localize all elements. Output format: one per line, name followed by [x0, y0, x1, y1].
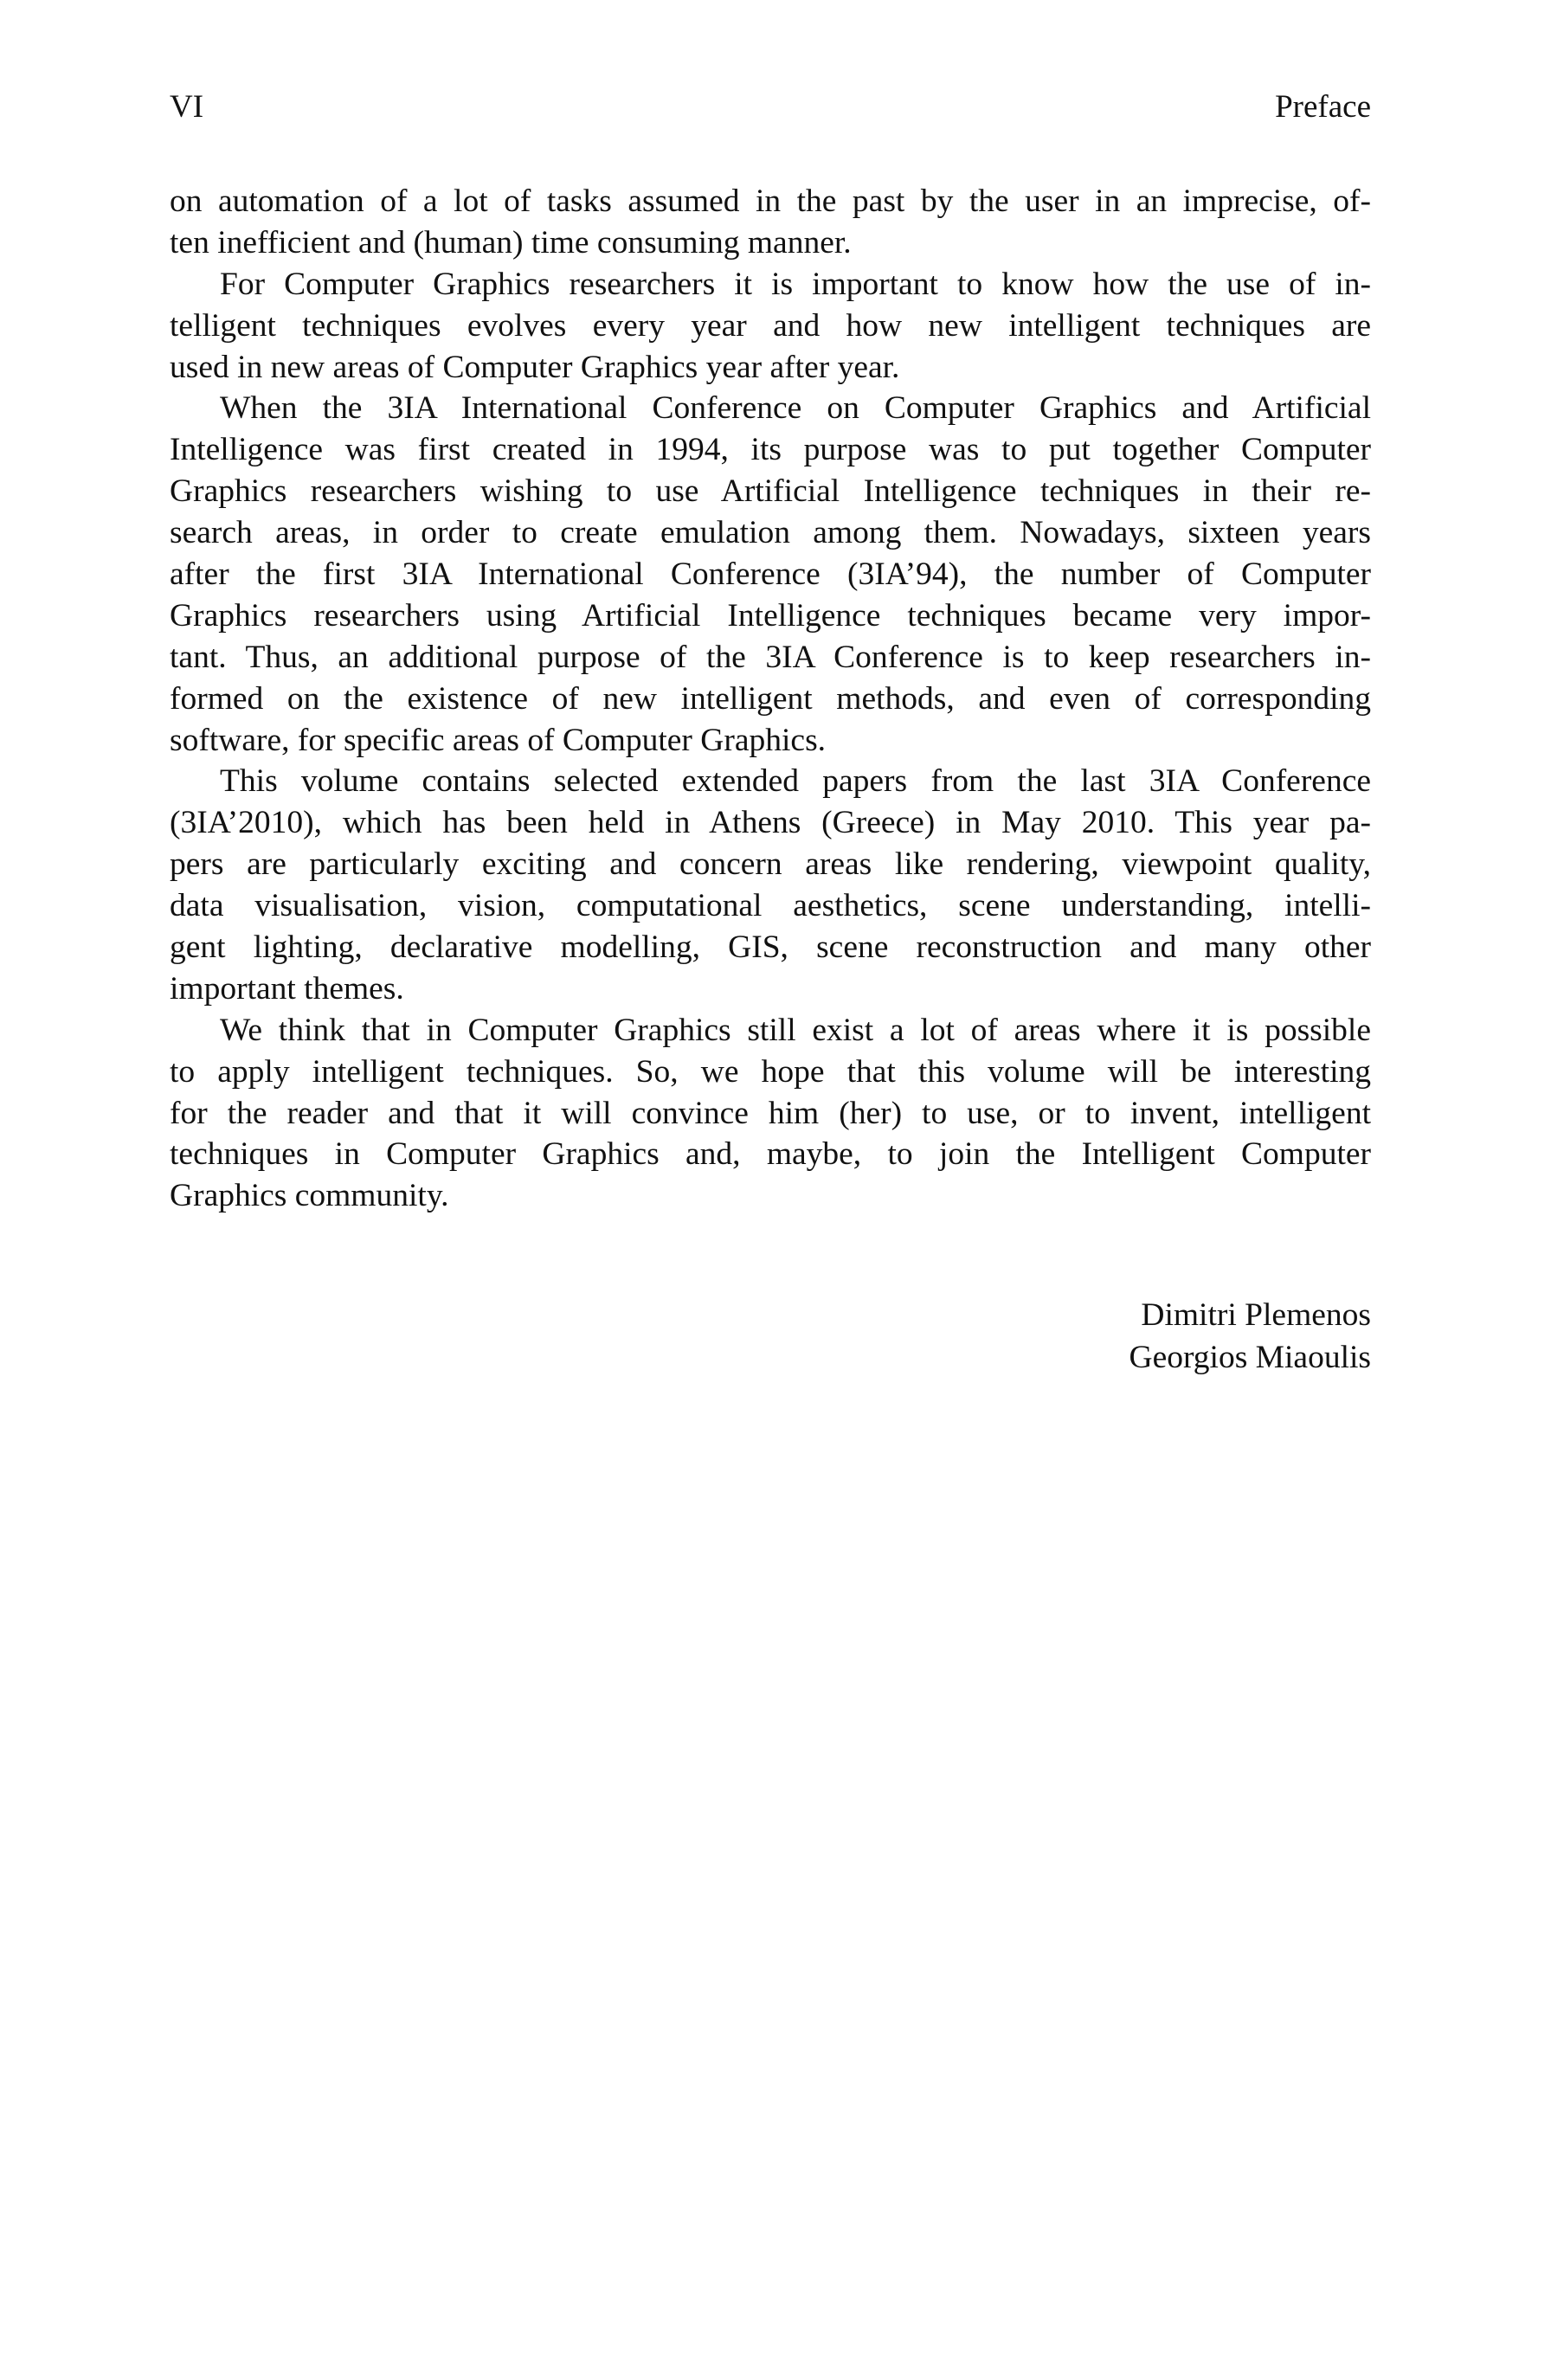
text-line: used in new areas of Computer Graphics year after year. [170, 349, 900, 385]
text-line: after the first 3IA International Conference (3IA’94), the number of Computer [170, 556, 1371, 593]
text-line: to apply intelligent techniques. So, we hope that this volume will be interesting [170, 1053, 1371, 1090]
text-line: Graphics community. [170, 1178, 449, 1214]
text-line: (3IA’2010), which has been held in Athens (Greece) in May 2010. This year pa- [170, 805, 1371, 841]
text-line: Graphics researchers wishing to use Artificial Intelligence techniques in their re- [170, 473, 1371, 510]
text-line: We think that in Computer Graphics still exist a lot of areas where it is possible [220, 1012, 1371, 1048]
text-line: important themes. [170, 970, 404, 1007]
text-line: tant. Thus, an additional purpose of the 3IA Conference is to keep researchers in- [170, 639, 1371, 675]
text-line: data visualisation, vision, computational aesthetics, scene understanding, intelli- [170, 888, 1371, 924]
text-line: telligent techniques evolves every year and how new intelligent techniques are [170, 307, 1371, 344]
author-name: Georgios Miaoulis [1129, 1340, 1371, 1375]
page-number: VI [170, 89, 204, 125]
text-line: When the 3IA International Conference on Computer Graphics and Artificial [220, 390, 1371, 427]
text-line: techniques in Computer Graphics and, maybe, to join the Intelligent Computer [170, 1136, 1371, 1173]
text-line: on automation of a lot of tasks assumed in the past by the user in an imprecise, of- [170, 183, 1371, 219]
text-line: search areas, in order to create emulation among them. Nowadays, sixteen years [170, 515, 1371, 551]
text-line: For Computer Graphics researchers it is important to know how the use of in- [220, 266, 1371, 302]
text-line: gent lighting, declarative modelling, GIS, scene reconstruction and many other [170, 929, 1371, 966]
running-header [170, 87, 1371, 128]
text-line: ten inefficient and (human) time consuming manner. [170, 224, 852, 261]
text-line: formed on the existence of new intelligent methods, and even of corresponding [170, 680, 1371, 717]
text-line: This volume contains selected extended papers from the last 3IA Conference [220, 763, 1371, 800]
text-line: Intelligence was first created in 1994, its purpose was to put together Computer [170, 432, 1371, 468]
text-line: software, for specific areas of Computer Graphics. [170, 722, 827, 758]
section-title: Preface [1275, 89, 1371, 125]
signatures [1129, 1294, 1371, 1379]
text-line: pers are particularly exciting and concern areas like rendering, viewpoint quality, [170, 846, 1371, 883]
author-name: Dimitri Plemenos [1141, 1297, 1371, 1333]
text-line: for the reader and that it will convince him (her) to use, or to invent, intelligent [170, 1095, 1371, 1131]
text-line: Graphics researchers using Artificial Intelligence techniques became very impor- [170, 597, 1371, 634]
preface-body [170, 181, 1371, 1217]
